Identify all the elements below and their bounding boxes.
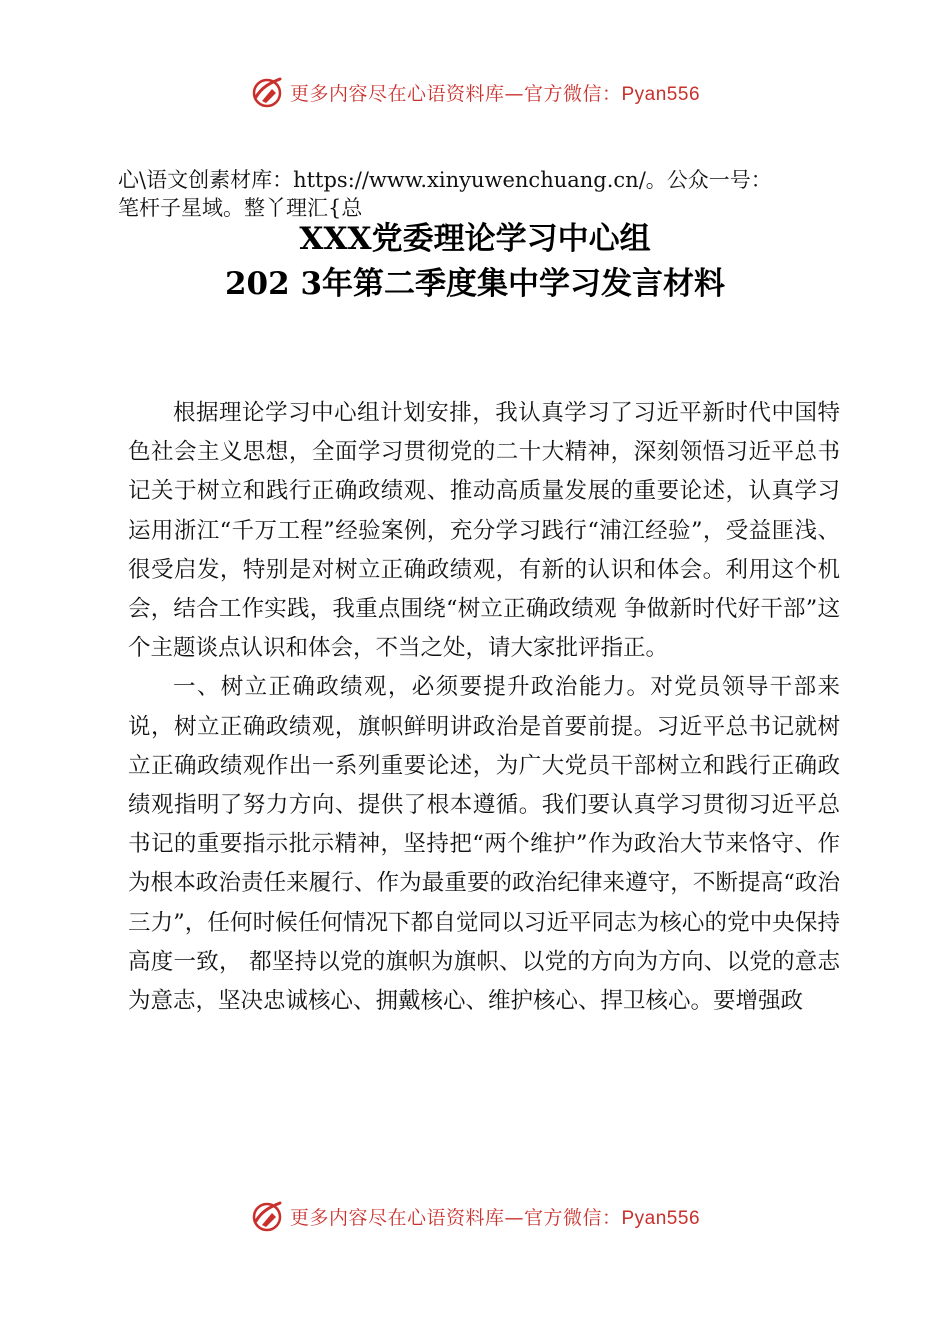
brush-logo-icon <box>250 1199 284 1233</box>
watermark-banner-bottom <box>0 1196 950 1236</box>
paragraph: 一、树立正确政绩观，必须要提升政治能力。对党员领导干部来说，树立正确政绩观，旗帜鲜明讲政治是首要前提。习近平总书记就树立正确政绩观作出一系列重要论述，为广大党员干部树立和践行正确政绩观指明了努力方向、提供了根本遵循。我们要认真学习贯彻习近平总书记的重要指示批示精神，坚持把“两个维护”作为政治大节来恪守、作为根本政治责任来履行、作为最重要的政治纪律来遵守，不断提高“政治三力”，任何时候任何情况下都自觉同以习近平同志为核心的党中央保持高度一致， 都坚持以党的旗帜为旗帜、以党的方向为方向、以党的意志为意志，坚决忠诚核心、拥戴核心、维护核心、捍卫核心。要增强政 <box>128 674 840 1015</box>
watermark-text: 更多内容尽在心语资料库—官方微信：Pyan556 <box>289 82 701 105</box>
watermark-banner-top <box>0 72 950 112</box>
brush-logo-icon <box>250 75 284 109</box>
wechat-id: Pyan556 <box>621 1207 701 1229</box>
document-title-line-2: 202 3年第二季度集中学习发言材料 <box>224 266 726 302</box>
document-title-line-1: XXX党委理论学习中心组 <box>299 221 651 257</box>
source-note-line-2: 笔杆子星域。整丫理汇{总 <box>118 196 363 220</box>
document-body <box>128 394 840 1021</box>
paragraph: 根据理论学习中心组计划安排，我认真学习了习近平新时代中国特色社会主义思想，全面学习贯彻党的二十大精神，深刻领悟习近平总书记关于树立和践行正确政绩观、推动高质量发展的重要论述，认真学习运用浙江“千万工程”经验案例，充分学习践行“浦江经验”，受益匪浅、很受启发，特别是对树立正确政绩观，有新的认识和体会。利用这个机会，结合工作实践，我重点围绕“树立正确政绩观 争做新时代好干部”这个主题谈点认识和体会，不当之处，请大家批评指正。 <box>128 400 840 662</box>
source-note-line-1: 心\语文创素材库：https://www.xinyuwenchuang.cn/。公众一号： <box>118 168 772 192</box>
watermark-text: 更多内容尽在心语资料库—官方微信：Pyan556 <box>289 1206 701 1229</box>
wechat-id: Pyan556 <box>621 83 701 105</box>
